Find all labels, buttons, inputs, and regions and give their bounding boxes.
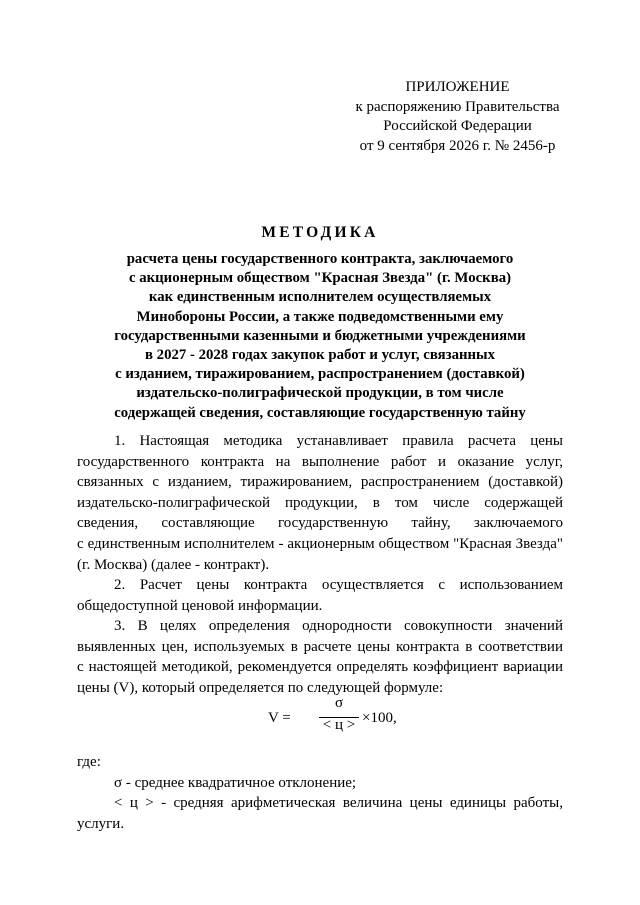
subtitle-line: расчета цены государственного контракта, заключаемого	[126, 251, 514, 267]
paragraph-3	[77, 616, 563, 698]
mean-definition: < ц > - средняя арифметическая величина цены единицы работы,	[114, 795, 563, 812]
where-label: где:	[77, 754, 101, 770]
paragraph-line: сведения, составляющие государственную тайну, заключаемого	[77, 515, 563, 532]
subtitle-line: государственными казенными и бюджетными учреждениями	[114, 327, 526, 344]
document-title: МЕТОДИКА	[261, 224, 379, 241]
paragraph-line: с единственным исполнителем - акционерным обществом "Красная Звезда"	[77, 535, 563, 552]
paragraph-line: 1. Настоящая методика устанавливает правила расчета цены	[114, 433, 563, 449]
paragraph-line: с настоящей методикой, рекомендуется определять коэффициент вариации	[77, 659, 563, 676]
appendix-header	[330, 78, 585, 156]
subtitle-line: с изданием, тиражированием, распространением (доставкой)	[115, 366, 525, 383]
appendix-date-number: от 9 сентября 2026 г. № 2456-р	[359, 137, 556, 154]
paragraph-line: связанных с изданием, тиражированием, распространением (доставкой)	[77, 474, 563, 491]
paragraph-2	[77, 575, 563, 616]
appendix-label: ПРИЛОЖЕНИЕ	[405, 79, 510, 95]
subtitle-line: с акционерным обществом "Красная Звезда" (г. Москва)	[128, 270, 512, 287]
subtitle-line: как единственным исполнителем осуществляемых	[148, 289, 492, 306]
paragraph-line: 2. Расчет цены контракта осуществляется с использованием	[114, 577, 563, 593]
paragraph-line: государственного контракта на выполнение работ и оказание услуг,	[77, 453, 563, 470]
formula-numerator: σ	[334, 695, 344, 711]
paragraph-line: выявленных цен, используемых в расчете цены контракта в соответствии	[77, 638, 563, 655]
paragraph-1	[77, 431, 563, 575]
appendix-order-ref: к распоряжению Правительства	[355, 98, 560, 115]
formula-denominator: < ц >	[322, 717, 356, 733]
formula-lhs: V =	[268, 710, 291, 726]
mean-definition: услуги.	[77, 815, 125, 832]
subtitle-line: в 2027 - 2028 годах закупок работ и услуг, связанных	[144, 347, 496, 364]
variation-coefficient-formula	[268, 697, 398, 741]
subtitle-line: издательско-полиграфической продукции, в том числе	[136, 385, 504, 402]
formula-rhs: ×100,	[362, 710, 397, 726]
subtitle-line: Минобороны России, а также подведомственными ему	[136, 308, 504, 325]
paragraph-line: 3. В целях определения однородности совокупности значений	[114, 618, 563, 634]
subtitle-line: содержащей сведения, составляющие государственную тайну	[114, 404, 526, 421]
paragraph-line: цены (V), который определяется по следующей формуле:	[77, 679, 444, 696]
where-block	[77, 752, 563, 834]
appendix-government: Российской Федерации	[383, 118, 532, 134]
paragraph-line: (г. Москва) (далее - контракт).	[77, 556, 270, 573]
sigma-definition: σ - среднее квадратичное отклонение;	[114, 774, 357, 791]
document-subtitle	[70, 250, 570, 423]
paragraph-line: издательско-полиграфической продукции, в том числе содержащей	[77, 494, 563, 511]
paragraph-line: общедоступной ценовой информации.	[77, 597, 323, 614]
